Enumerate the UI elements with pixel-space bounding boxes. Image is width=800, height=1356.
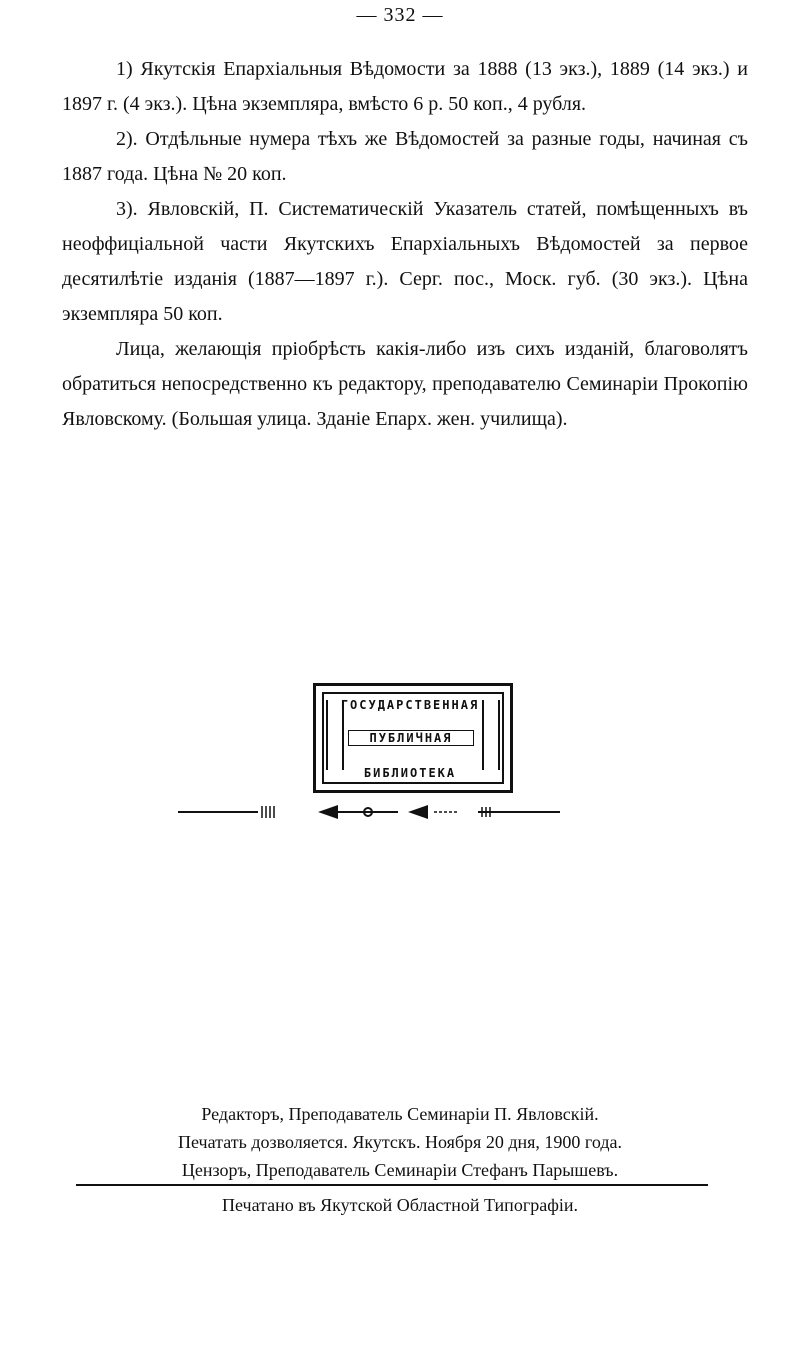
page-number: — 332 — <box>356 4 444 26</box>
paragraph-item-3: 3). Явловскій, П. Систематическій Указатель статей, помѣщенныхъ въ неоффиціальной части Якутскихъ Епархіальныхъ Вѣдомостей за первое десятилѣтіе изданія (1887—1897 г.). Серг. пос., Моск. губ. (30 экз.). Цѣна экземпляра 50 коп. <box>62 198 748 325</box>
stamp-line-3: БИБЛИОТЕКА <box>363 766 457 780</box>
paragraph-item-2: 2). Отдѣльные нумера тѣхъ же Вѣдомостей за разные годы, начиная съ 1887 года. Цѣна № 20 коп. <box>62 128 748 185</box>
paragraph-notice: Лица, желающія пріобрѣсть какія-либо изъ сихъ изданій, благоволятъ обратиться непосредственно къ редактору, преподавателю Семинаріи Прокопію Явловскому. (Большая улица. Зданіе Епарх. жен. училища). <box>62 338 748 430</box>
imprint-censor: Цензоръ, Преподаватель Семинаріи Стефанъ Парышевъ. <box>181 1160 619 1180</box>
paragraph-item-1: 1) Якутскія Епархіальныя Вѣдомости за 1888 (13 экз.), 1889 (14 экз.) и 1897 г. (4 экз.). Цѣна экземпляра, вмѣсто 6 р. 50 коп., 4 рубля. <box>62 58 748 115</box>
imprint-rule <box>76 1184 708 1186</box>
imprint-permission: Печатать дозволяется. Якутскъ. Ноября 20 дня, 1900 года. <box>178 1132 622 1152</box>
imprint-block <box>0 1100 800 1184</box>
library-stamp <box>313 683 513 793</box>
stamp-line-2: ПУБЛИЧНАЯ <box>348 730 474 746</box>
ornament-divider <box>178 800 560 824</box>
body-text <box>62 52 748 437</box>
imprint-editor: Редакторъ, Преподаватель Семинаріи П. Явловскій. <box>201 1104 599 1124</box>
stamp-line-1: ГОСУДАРСТВЕННАЯ <box>340 698 480 712</box>
imprint-printer: Печатано въ Якутской Областной Типографіи. <box>221 1195 578 1215</box>
stamp-side-bar-right <box>482 700 500 770</box>
